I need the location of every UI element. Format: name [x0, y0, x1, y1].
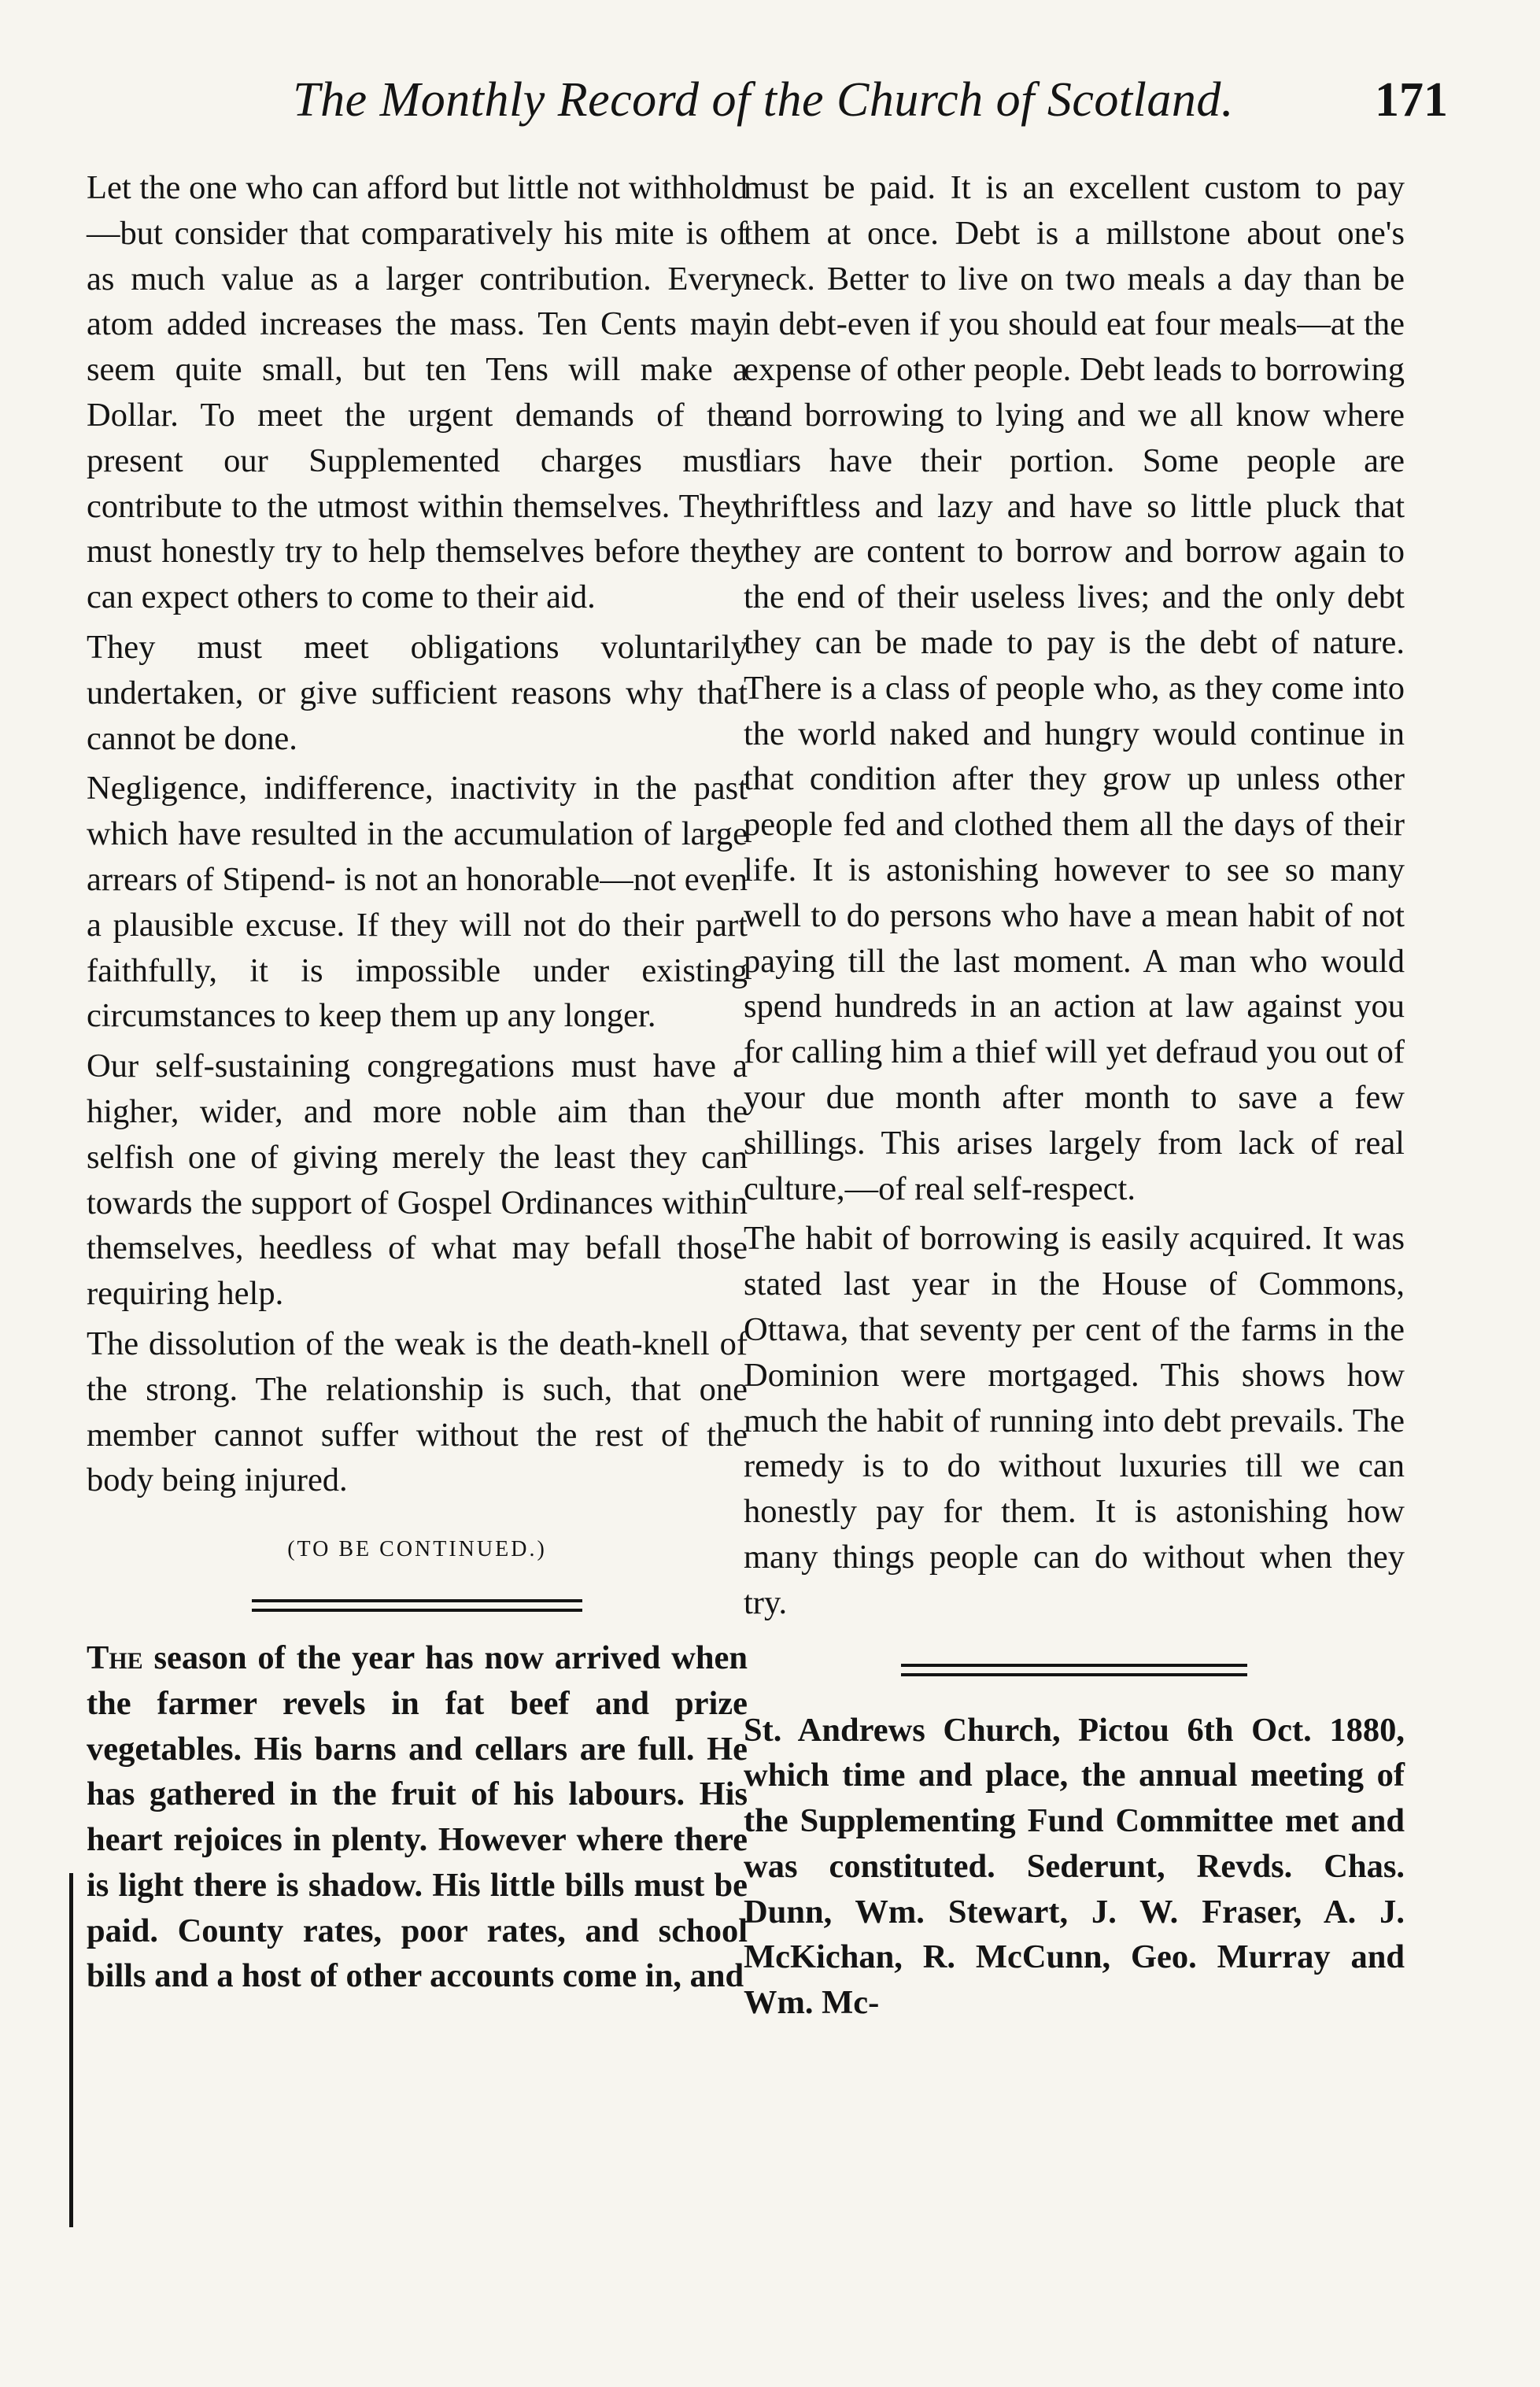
right-paragraph-2: The habit of borrowing is easily acquired. It was stated last year in the House of Commons, Ottawa, that seventy per cent of the farms in the Dominion were mortgaged. This shows how much the habit of running into debt prevails. The remedy is to do without luxuries till we can honestly pay for them. It is astonishing how many things people can do without when they try.: [744, 1220, 1405, 1621]
paragraph-lead-word: The: [87, 1639, 143, 1676]
left-paragraph-2: They must meet obligations voluntarily undertaken, or give sufficient reasons why that cannot be done.: [87, 628, 748, 757]
right-paragraph-3: St. Andrews Church, Pictou 6th Oct. 1880, which time and place, the annual meeting of the Supplementing Fund Committee met and was constituted. Sederunt, Revds. Chas. Dunn, Wm. Stewart, J. W. Fraser, A. J. McKichan, R. McCunn, Geo. Murray and Wm. Mc-: [744, 1711, 1405, 2022]
right-column: [744, 165, 1405, 2026]
left-column: [87, 165, 748, 1999]
left-paragraph-4: Our self-sustaining congregations must have a higher, wider, and more noble aim than the selfish one of giving merely the least they can towards the support of Gospel Ordinances within themselves, heedless of what may befall those requiring help.: [87, 1048, 748, 1313]
section-divider: [252, 1599, 582, 1612]
left-paragraph-5: The dissolution of the weak is the death-knell of the strong. The relationship is such, that one member cannot suffer without the rest of the body being injured.: [87, 1325, 748, 1499]
running-title: The Monthly Record of the Church of Scotland.: [293, 73, 1234, 127]
section-divider-right: [901, 1664, 1247, 1676]
page-header: [79, 72, 1448, 143]
left-paragraph-3: Negligence, indifference, inactivity in the past which have resulted in the accumulation of large arrears of Stipend- is not an honorable—not even a plausible excuse. If they will not do their part faithfully, it is impossible under existing circumstances to keep them up any longer.: [87, 770, 748, 1035]
left-paragraph-6: [87, 1635, 748, 1999]
to-be-continued-note: (TO BE CONTINUED.): [287, 1537, 547, 1562]
left-paragraph-6-text: season of the year has now arrived when the farmer revels in fat beef and prize vegetables. His barns and cellars are full. He has gathered in the fruit of his labours. His heart rejoices in plenty. However where there is light there is shadow. His little bills must be paid. County rates, poor rates, and school bills and a host of other accounts come in, and: [87, 1639, 748, 1995]
margin-rule: [69, 1873, 73, 2227]
page-number: 171: [1375, 73, 1448, 127]
left-paragraph-1: Let the one who can afford but little not withhold—but consider that comparatively his mite is of as much value as a larger contribution. Every atom added increases the mass. Ten Cents may seem quite small, but ten Tens will make a Dollar. To meet the urgent demands of the present our Supplemented charges must contribute to the utmost within themselves. They must honestly try to help themselves before they can expect others to come to their aid.: [87, 169, 748, 616]
right-paragraph-1: must be paid. It is an excellent custom to pay them at once. Debt is a millstone about one's neck. Better to live on two meals a day than be in debt-even if you should eat four meals—at the expense of other people. Debt leads to borrowing and borrowing to lying and we all know where liars have their portion. Some people are thriftless and lazy and have so little pluck that they are content to borrow and borrow again to the end of their useless lives; and the only debt they can be made to pay is the debt of nature. There is a class of people who, as they come into the world naked and hungry would continue in that condition after they grow up unless other people fed and clothed them all the days of their life. It is astonishing however to see so many well to do persons who have a mean habit of not paying till the last moment. A man who would spend hundreds in an action at law against you for calling him a thief will yet defraud you out of your due month after month to save a few shillings. This arises largely from lack of real culture,—of real self-respect.: [744, 169, 1405, 1207]
